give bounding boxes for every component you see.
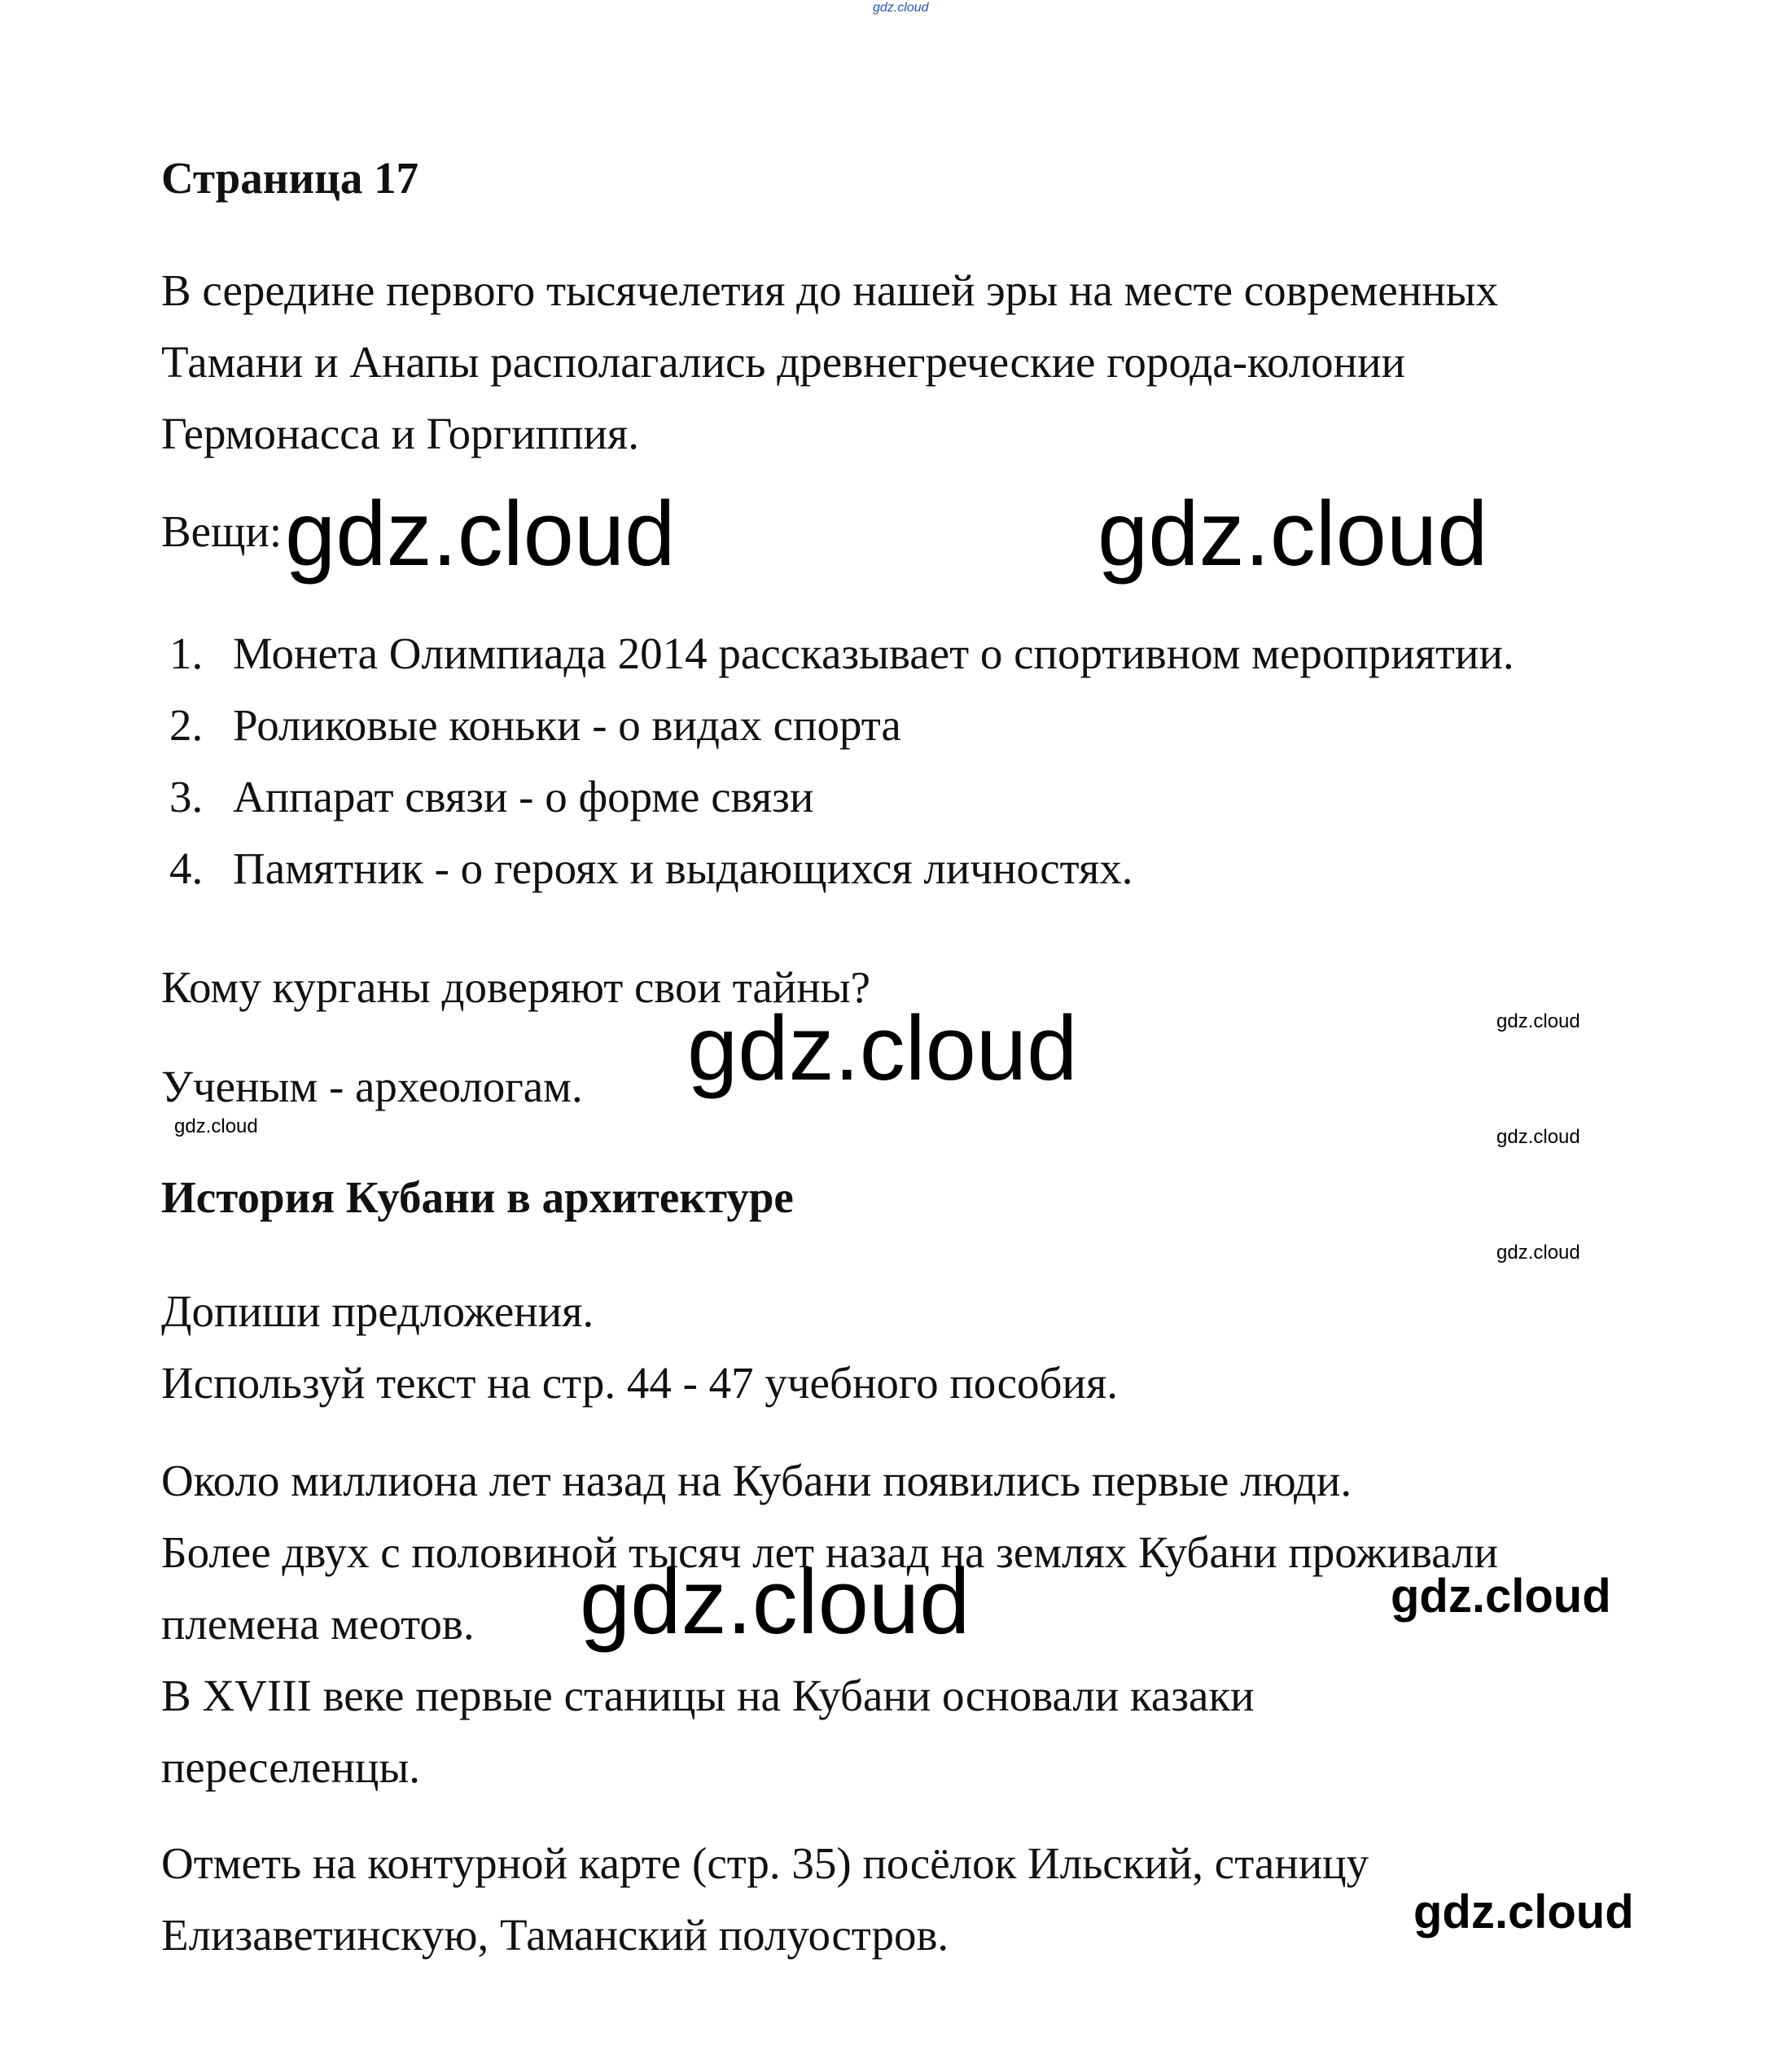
- watermark-small-2: gdz.cloud: [174, 1115, 258, 1137]
- list-item: Монета Олимпиада 2014 рассказывает о спортивном мероприятии.: [233, 629, 1514, 678]
- watermark-mid-2: gdz.cloud: [1413, 1886, 1634, 1939]
- task-line-2: Используй текст на стр. 44 - 47 учебного пособия.: [161, 1358, 1119, 1408]
- list-item-number: 2.: [169, 700, 204, 750]
- list-item: Памятник - о героях и выдающихся личностях.: [233, 843, 1133, 893]
- sentence-line-3: племена меотов.: [161, 1599, 475, 1649]
- list-item-number: 1.: [169, 629, 204, 678]
- watermark-mid-1: gdz.cloud: [1391, 1570, 1611, 1623]
- intro-line-1: В середине первого тысячелетия до нашей эры на месте современных: [161, 265, 1499, 315]
- task-line-1: Допиши предложения.: [161, 1286, 594, 1336]
- watermark-big-1: gdz.cloud: [285, 483, 676, 585]
- sentence-line-2: Более двух с половиной тысяч лет назад на землях Кубани проживали: [161, 1527, 1498, 1577]
- watermark-small-3: gdz.cloud: [1496, 1126, 1580, 1148]
- list-item: Роликовые коньки - о видах спорта: [233, 700, 901, 750]
- watermark-small-1: gdz.cloud: [1496, 1010, 1580, 1032]
- sentence-line-1: Около миллиона лет назад на Кубани появились первые люди.: [161, 1456, 1352, 1505]
- watermark-top: gdz.cloud: [873, 1, 929, 15]
- answer: Ученым - археологам.: [161, 1062, 583, 1111]
- sentence-line-5: переселенцы.: [161, 1742, 421, 1792]
- map-task-line-2: Елизаветинскую, Таманский полуостров.: [161, 1910, 949, 1960]
- intro-line-3: Гермонасса и Горгиппия.: [161, 409, 639, 458]
- watermark-small-4: gdz.cloud: [1496, 1242, 1580, 1264]
- watermark-big-4: gdz.cloud: [580, 1551, 970, 1653]
- map-task-line-1: Отметь на контурной карте (стр. 35) посёлок Ильский, станицу: [161, 1838, 1369, 1888]
- watermark-big-3: gdz.cloud: [687, 997, 1078, 1099]
- list-item: Аппарат связи - о форме связи: [233, 772, 814, 821]
- watermark-big-2: gdz.cloud: [1098, 483, 1488, 585]
- question: Кому курганы доверяют свои тайны?: [161, 962, 871, 1012]
- things-label: Вещи:: [161, 506, 283, 556]
- list-item-number: 3.: [169, 772, 204, 821]
- section-heading: История Кубани в архитектуре: [161, 1172, 794, 1222]
- intro-line-2: Тамани и Анапы располагались древнегреческие города-колонии: [161, 337, 1405, 387]
- sentence-line-4: В XVIII веке первые станицы на Кубани основали казаки: [161, 1671, 1255, 1720]
- list-item-number: 4.: [169, 843, 204, 893]
- page-title: Страница 17: [161, 153, 419, 203]
